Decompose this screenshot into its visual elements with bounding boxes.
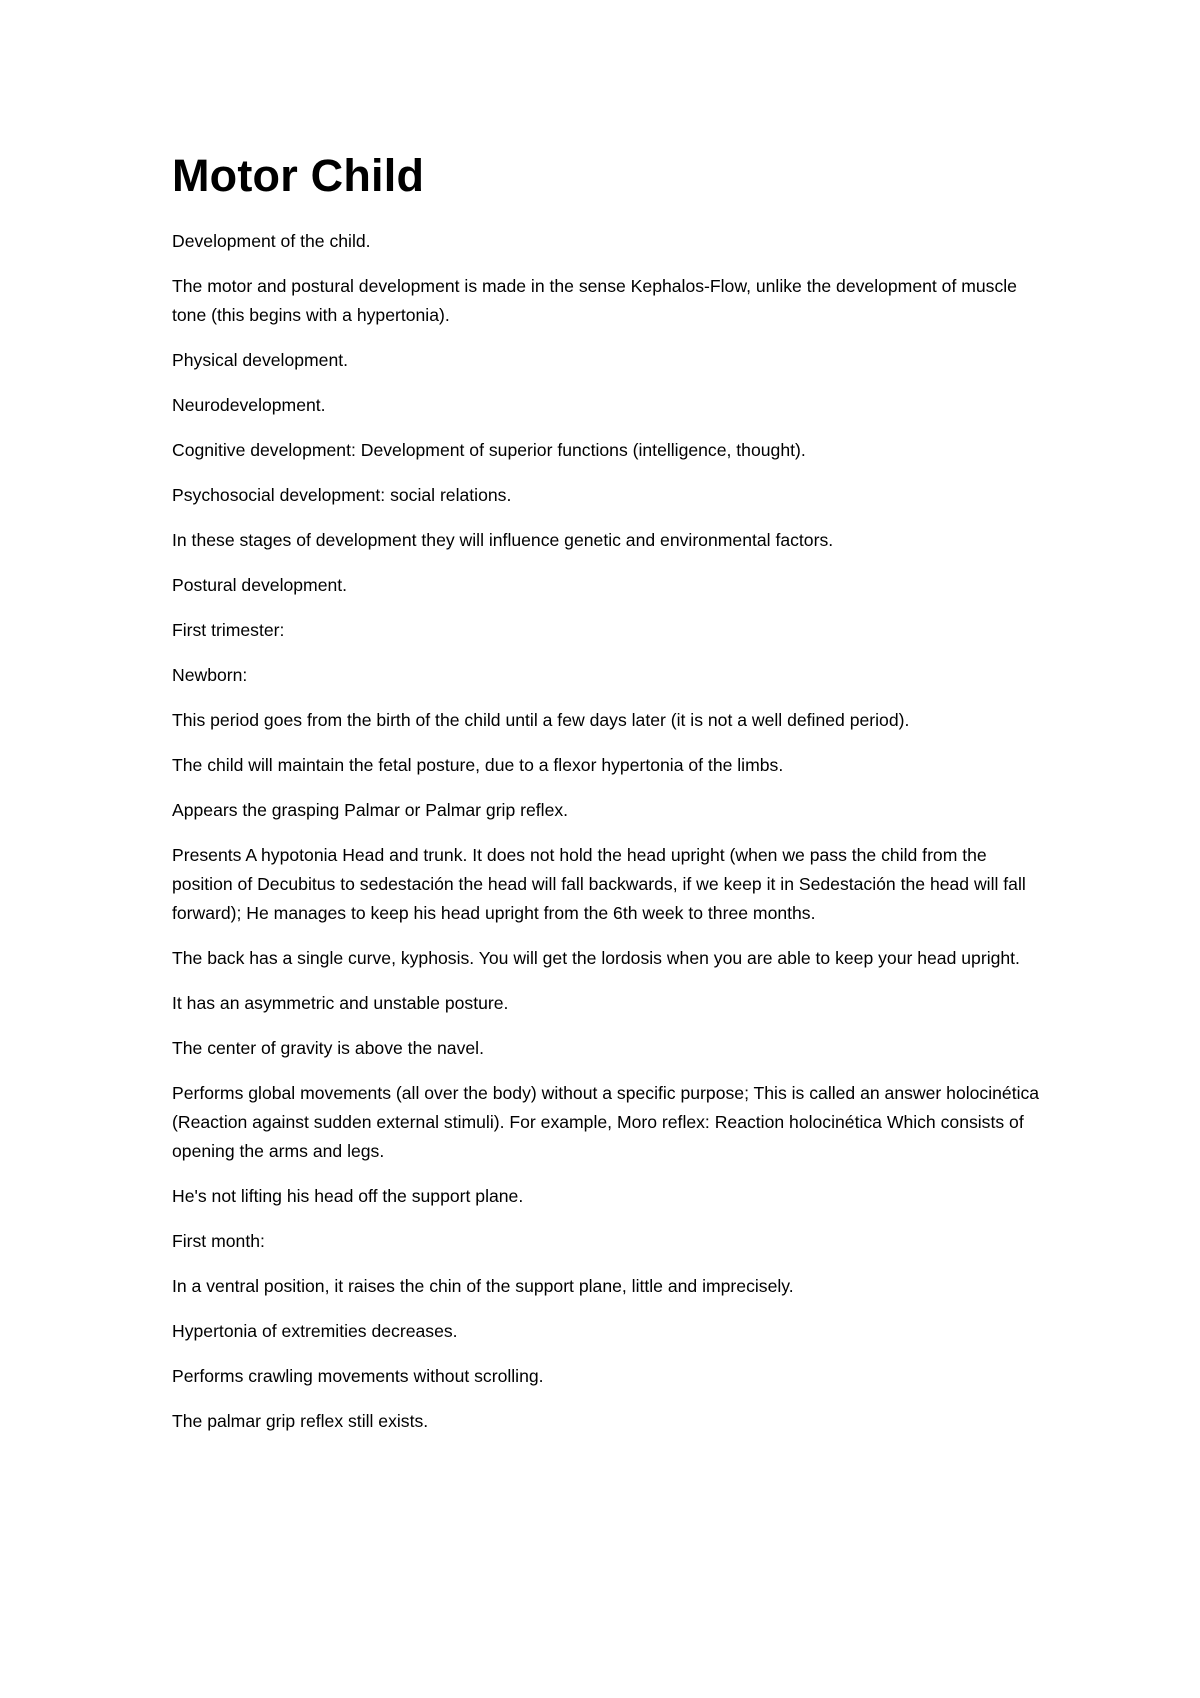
paragraph: The palmar grip reflex still exists. bbox=[172, 1411, 429, 1431]
paragraph: Psychosocial development: social relations. bbox=[172, 485, 512, 505]
paragraph: Presents A hypotonia Head and trunk. It does not hold the head upright (when we pass the child from the position of Decubitus to sedestación the head will fall backwards, if we keep it in Sedestación the head will fall forward); He manages to keep his head upright from the 6th week to three months. bbox=[172, 845, 1026, 923]
paragraph: The back has a single curve, kyphosis. You will get the lordosis when you are able to keep your head upright. bbox=[172, 948, 1020, 968]
paragraph: Appears the grasping Palmar or Palmar grip reflex. bbox=[172, 800, 569, 820]
paragraph: In a ventral position, it raises the chin of the support plane, little and imprecisely. bbox=[172, 1276, 794, 1296]
page-title: Motor Child bbox=[172, 150, 425, 201]
paragraph: It has an asymmetric and unstable posture. bbox=[172, 993, 509, 1013]
paragraph: First trimester: bbox=[172, 620, 285, 640]
paragraph: Performs crawling movements without scrolling. bbox=[172, 1366, 544, 1386]
paragraph: First month: bbox=[172, 1231, 265, 1251]
paragraph: Performs global movements (all over the body) without a specific purpose; This is called an answer holocinética (Reaction against sudden external stimuli). For example, Moro reflex: Reaction holocinética Which consists of opening the arms and legs. bbox=[172, 1083, 1040, 1161]
paragraph: The child will maintain the fetal posture, due to a flexor hypertonia of the limbs. bbox=[172, 755, 784, 775]
paragraph: Newborn: bbox=[172, 665, 248, 685]
paragraph: Hypertonia of extremities decreases. bbox=[172, 1321, 458, 1341]
document-body bbox=[172, 148, 1052, 1452]
paragraph: Neurodevelopment. bbox=[172, 395, 326, 415]
paragraph: This period goes from the birth of the child until a few days later (it is not a well defined period). bbox=[172, 710, 910, 730]
paragraph: Postural development. bbox=[172, 575, 348, 595]
paragraph: Physical development. bbox=[172, 350, 349, 370]
paragraph: In these stages of development they will influence genetic and environmental factors. bbox=[172, 530, 834, 550]
paragraph: Cognitive development: Development of superior functions (intelligence, thought). bbox=[172, 440, 806, 460]
paragraph: Development of the child. bbox=[172, 231, 371, 251]
paragraph: He's not lifting his head off the support plane. bbox=[172, 1186, 524, 1206]
paragraph: The motor and postural development is made in the sense Kephalos-Flow, unlike the development of muscle tone (this begins with a hypertonia). bbox=[172, 276, 1017, 325]
paragraph: The center of gravity is above the navel. bbox=[172, 1038, 484, 1058]
